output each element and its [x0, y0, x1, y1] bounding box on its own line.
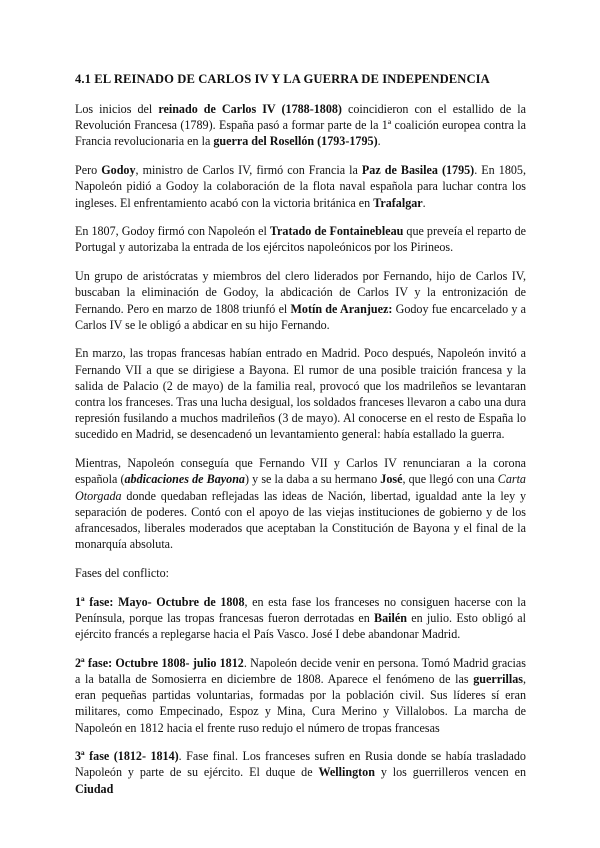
- text-run: guerra del Rosellón (1793-1795): [213, 134, 378, 149]
- text-run: Paz de Basilea (1795): [361, 163, 475, 178]
- text-run: ) y se la daba a su hermano: [244, 472, 381, 487]
- text-run: Motín de Aranjuez:: [290, 301, 393, 316]
- text-run: Trafalgar: [373, 195, 423, 210]
- text-run: Godoy: [101, 163, 136, 178]
- text-run: Carta Otorgada: [75, 472, 526, 503]
- text-run: Un grupo de aristócratas y miembros del clero liderados por Fernando, hijo de Carlos IV, buscaban la eliminación de Godoy, la abdicación de Carlos IV y la entronización de Fernando. Pero en marzo de 1808 triunfó el: [75, 269, 526, 316]
- text-run: guerrillas: [473, 671, 523, 686]
- text-run: .: [377, 134, 381, 149]
- text-run: reinado de Carlos IV (1788-1808): [158, 102, 342, 116]
- text-run: Fases del conflicto:: [75, 565, 170, 580]
- text-run: y los guerrilleros vencen en: [374, 765, 526, 780]
- text-run: Wellington: [318, 765, 375, 780]
- text-run: Tratado de Fontainebleau: [269, 224, 404, 239]
- text-run: en julio. Esto obligó al ejército francés a replegarse hacia el País Vasco. José I debe abandonar Madrid.: [75, 610, 526, 641]
- paragraph: [75, 345, 526, 442]
- paragraph: [75, 101, 526, 150]
- text-run: . Fase final. Los franceses sufren en Rusia donde se había trasladado Napoleón y parte de su ejército. El duque de: [75, 749, 526, 780]
- text-run: coincidieron con el estallido de la Revolución Francesa (1789). España pasó a formar parte de la 1ª coalición europea contra la Francia revolucionaria en la: [75, 102, 526, 149]
- text-run: abdicaciones de Bayona: [124, 472, 245, 487]
- paragraph: [75, 565, 526, 581]
- text-run: Los inicios del: [75, 102, 159, 116]
- text-run: Godoy fue encarcelado y a Carlos IV se le obligó a abdicar en su hijo Fernando.: [75, 301, 526, 332]
- text-run: En 1807, Godoy firmó con Napoleón el: [75, 224, 270, 239]
- text-run: , eran pequeñas partidas voluntarias, formadas por la población civil. Sus líderes sí eran militares, como Empecinado, Espoz y Mina, Cura Merino y Villalobos. La marcha de Napoleón en 1812 hacia el frente ruso redujo el número de tropas francesas: [75, 671, 526, 735]
- paragraph: [75, 268, 526, 333]
- text-run: 1ª fase: Mayo- Octubre de 1808: [75, 594, 245, 609]
- paragraph: [75, 455, 526, 552]
- paragraph: [75, 655, 526, 736]
- text-run: 3ª fase (1812- 1814): [75, 749, 179, 764]
- text-run: , ministro de Carlos IV, firmó con Francia la: [135, 163, 362, 178]
- paragraph: [75, 748, 526, 797]
- paragraph: [75, 594, 526, 643]
- text-run: José: [380, 472, 403, 487]
- paragraph: [75, 162, 526, 211]
- text-run: Mientras, Napoleón conseguía que Fernando VII y Carlos IV renunciaran a la corona española (: [75, 456, 526, 487]
- text-run: . Napoleón decide venir en persona. Tomó Madrid gracias a la batalla de Somosierra en diciembre de 1808. Aparece el fenómeno de las: [75, 655, 526, 686]
- document-title: 4.1 EL REINADO DE CARLOS IV Y LA GUERRA DE INDEPENDENCIA: [75, 72, 490, 86]
- text-run: 2ª fase: Octubre 1808- julio 1812: [75, 655, 244, 670]
- text-run: En marzo, las tropas francesas habían entrado en Madrid. Poco después, Napoleón invitó a Fernando VII a que se dirigiese a Bayona. El rumor de una posible traición francesa y la salida de Palacio (2 de mayo) de la familia real, provocó que los madrileños se levantaran contra los franceses. Tras una lucha desigual, los soldados franceses llevaron a cabo una dura represión fusilando a muchos madrileños (3 de mayo). Al conocerse en el resto de España lo sucedido en Madrid, se desencadenó un levantamiento general: había estallado la guerra.: [75, 346, 526, 442]
- paragraph: [75, 223, 526, 255]
- document-body: [75, 101, 526, 797]
- text-run: Ciudad: [75, 781, 114, 796]
- text-run: .: [422, 195, 426, 210]
- text-run: donde quedaban reflejadas las ideas de Nación, libertad, igualdad ante la ley y separación de poderes. Contó con el apoyo de las viejas instituciones de gobierno y de los afrancesados, liberales moderados que aceptaban la Constitución de Bayona y el final de la monarquía absoluta.: [75, 488, 526, 552]
- text-run: . En 1805, Napoleón pidió a Godoy la colaboración de la flota naval española para luchar contra los ingleses. El enfrentamiento acabó con la victoria británica en: [75, 163, 526, 210]
- text-run: que preveía el reparto de Portugal y autorizaba la entrada de los ejércitos napoleónicos por los Pirineos.: [75, 224, 526, 255]
- text-run: , en esta fase los franceses no consiguen hacerse con la Península, porque las tropas francesas fueron derrotadas en: [75, 594, 526, 625]
- text-run: Bailén: [374, 610, 407, 625]
- text-run: Pero: [75, 163, 102, 178]
- text-run: , que llegó con una: [402, 472, 498, 487]
